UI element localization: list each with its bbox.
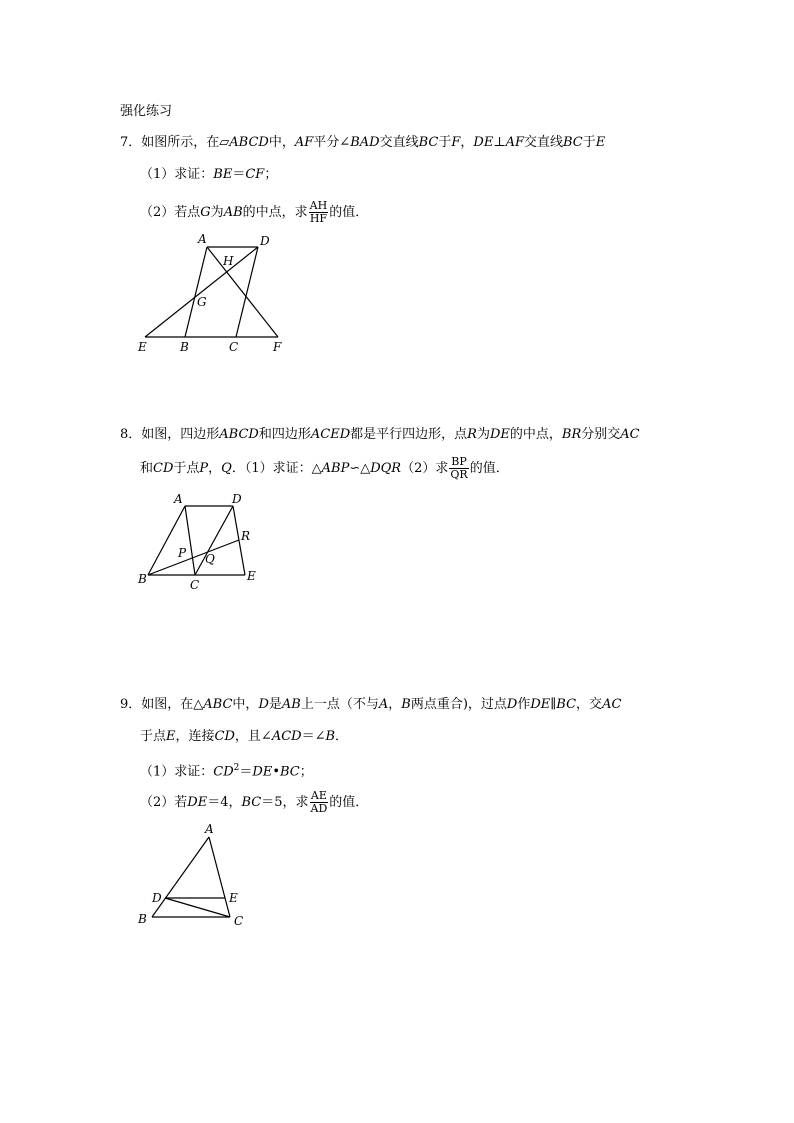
q7-label-d: D (260, 234, 270, 248)
q8-aced: ACED (310, 427, 351, 442)
q8-dqr: DQR (370, 461, 402, 476)
q8-text: 于点 (173, 461, 200, 476)
q7-label-e: E (138, 340, 147, 354)
fraction-numerator: BP (451, 455, 467, 468)
q9-text: 如图，在△ (141, 697, 204, 712)
fraction-denominator: QR (450, 468, 468, 481)
q9-text: 两点重合)，过点 (410, 697, 507, 712)
q9-de: DE (530, 697, 551, 712)
q7-bc: BC (563, 135, 583, 150)
q9-text: ＝5，求 (261, 795, 309, 810)
q7-label-g: G (197, 295, 207, 309)
q7-de: DE (473, 135, 494, 150)
q9-cd: CD (214, 729, 235, 744)
q7-text: ； (264, 167, 278, 182)
parallelogram-icon: ▱ (219, 135, 230, 150)
q7-text: 为 (210, 205, 224, 220)
q8-label-b: B (138, 572, 147, 586)
q9-ab: AB (281, 697, 301, 712)
q8-text: 如图，四边形 (141, 427, 220, 442)
q7-text: ⊥ (493, 135, 506, 150)
fraction-denominator: AD (310, 802, 328, 815)
q9-de: DE (252, 764, 273, 780)
q7-f: F (451, 135, 461, 150)
q7-number: 7． (120, 135, 142, 150)
q8-text: 分别交 (581, 427, 621, 442)
fraction-numerator: AE (310, 789, 327, 802)
q9-d: D (258, 697, 269, 712)
q9-text: ＝∠ (301, 729, 326, 744)
q8-text: ．（1）求证：△ (231, 461, 322, 476)
q8-text: 和四边形 (258, 427, 311, 442)
q9-e: E (166, 729, 176, 744)
q9-segment-ab (152, 837, 209, 917)
q9-de: DE (187, 795, 208, 810)
q8-label-a: A (174, 492, 183, 506)
q9-part1-label: （1）求证： (140, 764, 214, 780)
q7-label-f: F (273, 340, 282, 354)
q8-q: Q (221, 461, 232, 476)
q9-label-a: A (205, 822, 214, 836)
q9-bc: BC (241, 795, 262, 810)
q9-b: B (325, 729, 336, 744)
fraction-numerator: AH (309, 199, 328, 212)
q9-abc: ABC (203, 697, 233, 712)
q8-text: 为 (476, 427, 490, 442)
q9-text: 上一点（不与 (300, 697, 379, 712)
q8-label-q: Q (205, 552, 215, 566)
fraction-denominator: HF (309, 212, 328, 225)
q8-text: ， (208, 461, 222, 476)
q9-segment-ac (209, 837, 230, 917)
q7-bc: BC (418, 135, 439, 150)
q9-dot-symbol: • (272, 764, 280, 780)
q9-bc: BC (280, 764, 300, 780)
q8-label-e: E (247, 569, 256, 583)
q7-be: BE (213, 167, 233, 182)
q9-text: ， (388, 697, 402, 712)
q9-b: B (401, 697, 411, 712)
q7-text: 的值． (329, 205, 369, 220)
q9-segment-dc (165, 898, 230, 917)
q7-part2-label: （2）若点 (140, 205, 201, 220)
q9-label-e: E (229, 891, 238, 905)
q7-ab: AB (223, 205, 243, 220)
q8-text: 和 (140, 461, 154, 476)
q7-af: AF (505, 135, 524, 150)
q9-number: 9． (120, 697, 142, 712)
section-title: 强化练习 (120, 104, 173, 119)
q9-label-d: D (152, 891, 162, 905)
q9-text: ，交 (576, 697, 603, 712)
q9-text: 是 (268, 697, 282, 712)
q7-abcd: ABCD (229, 135, 269, 150)
q9-part2-label: （2）若 (140, 795, 188, 810)
q8-abp: ABP (321, 461, 350, 476)
q9-label-b: B (138, 912, 147, 926)
q9-text: 中， (232, 697, 259, 712)
q8-br: BR (561, 427, 582, 442)
q8-cd: CD (153, 461, 174, 476)
q7-text: 的中点，求 (242, 205, 308, 220)
q8-text: 的值． (469, 461, 509, 476)
q7-g: G (200, 205, 211, 220)
q7-text: 交直线 (523, 135, 563, 150)
q9-cd: CD (213, 764, 234, 780)
q8-similar-symbol: ∽△ (349, 461, 371, 476)
q8-ac: AC (620, 427, 640, 442)
q8-de: DE (489, 427, 510, 442)
q7-e: E (595, 135, 606, 150)
q7-text: 如图所示，在 (141, 135, 220, 150)
q9-text: ； (299, 764, 313, 780)
q8-label-r: R (241, 529, 251, 543)
q8-text: （2）求 (401, 461, 449, 476)
q7-label-b: B (180, 340, 189, 354)
q8-number: 8． (120, 427, 142, 442)
q8-text: 的中点， (509, 427, 562, 442)
q9-text: 作 (517, 697, 531, 712)
q9-text: ． (335, 729, 349, 744)
q7-af: AF (294, 135, 314, 150)
q7-text: 于 (582, 135, 596, 150)
q7-bad: BAD (350, 135, 380, 150)
q9-text: 于点 (140, 729, 167, 744)
q9-parallel-symbol: ∥ (550, 697, 557, 712)
q9-label-c: C (234, 914, 244, 928)
q9-text: ，连接 (175, 729, 215, 744)
q9-text: 的值． (329, 795, 369, 810)
q7-text: 平分∠ (313, 135, 351, 150)
q7-label-a: A (198, 232, 207, 246)
q7-text: 于 (438, 135, 452, 150)
q7-cf: CF (245, 167, 265, 182)
q7-text: 中， (268, 135, 295, 150)
q9-text: ＝4， (207, 795, 242, 810)
q7-text: ， (460, 135, 474, 150)
q9-a: A (378, 697, 389, 712)
q8-p: P (199, 461, 209, 476)
q9-d: D (506, 697, 518, 712)
q8-text: 都是平行四边形，点 (350, 427, 468, 442)
q9-text: ＝ (239, 764, 253, 780)
q8-abcd: ABCD (219, 427, 259, 442)
q9-text: ，且∠ (234, 729, 272, 744)
q9-acd: ACD (271, 729, 302, 744)
q7-part1-label: （1）求证： (140, 167, 214, 182)
q7-text: ＝ (232, 167, 246, 182)
q9-ac: AC (602, 697, 622, 712)
q9-bc: BC (556, 697, 577, 712)
q8-label-d: D (232, 492, 242, 506)
q7-text: 交直线 (379, 135, 419, 150)
q8-r: R (467, 427, 477, 442)
q8-label-p: P (178, 546, 187, 560)
q8-label-c: C (190, 578, 200, 592)
q7-label-c: C (229, 340, 239, 354)
q9-exponent: 2 (233, 763, 240, 773)
q7-label-h: H (223, 254, 234, 268)
